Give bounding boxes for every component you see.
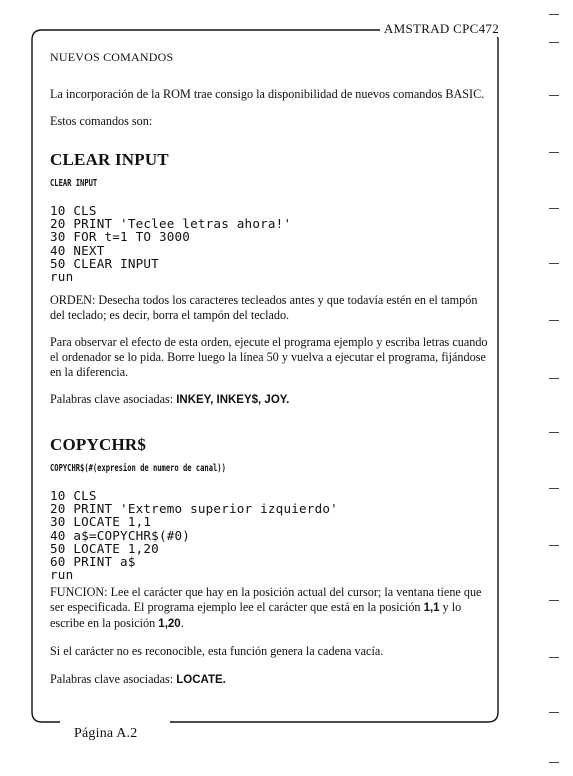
copychr-heading: COPYCHR$ [50,434,147,454]
copychr-keywords [50,672,490,688]
page-content [50,48,490,687]
copychr-code [50,489,490,581]
clear-input-explanation: Para observar el efecto de esta orden, ejecute el programa ejemplo y escriba letras cuando el ordenador se lo pida. Borre luego la línea 50 y vuelva a ejecutar el programa, fijándose en la diferencia. [50,335,488,379]
clear-input-syntax: CLEAR INPUT [50,178,98,190]
keywords-label: Palabras clave asociadas: [50,392,174,407]
code-line: 30 FOR t=1 TO 3000 [50,229,191,245]
code-line: 20 PRINT 'Teclee letras ahora!' [50,216,292,232]
scan-edge-marks [539,0,559,776]
keywords-list: LOCATE. [176,673,226,686]
code-line: run [50,567,74,583]
clear-input-code [50,204,490,283]
code-line: 10 CLS [50,202,97,218]
position-value: 1,1 [423,601,440,614]
funcion-text: FUNCION: Lee el carácter que hay en la posición actual del cursor; la ventana tiene que ser especificada. El programa ejemplo lee el carácter que está en la posición [50,585,482,614]
page-header: AMSTRAD CPC472 [380,21,503,37]
position-value: 1,20 [158,617,181,630]
clear-input-heading: CLEAR INPUT [50,149,169,169]
commands-list-intro: Estos comandos son: [50,114,153,129]
copychr-funcion [50,585,490,631]
keywords-list: INKEY, INKEY$, JOY. [176,394,290,407]
clear-input-keywords [50,392,490,408]
code-line: 50 CLEAR INPUT [50,255,159,271]
code-line: 10 CLS [50,487,97,503]
section-title: NUEVOS COMANDOS [50,50,174,64]
copychr-empty-note: Si el carácter no es reconocible, esta función genera la cadena vacía. [50,644,384,659]
code-line: 60 PRINT a$ [50,553,136,569]
code-line: run [50,268,74,284]
keywords-label: Palabras clave asociadas: [50,671,174,686]
code-line: 40 NEXT [50,242,105,258]
funcion-text: . [180,615,184,630]
code-line: 30 LOCATE 1,1 [50,514,152,530]
page-number: Página A.2 [74,726,138,741]
funcion-text: y lo escribe en la posición [50,599,462,630]
copychr-syntax: COPYCHR$(#(expresion de numero de canal)) [50,463,226,475]
code-line: 40 a$=COPYCHR$(#0) [50,527,191,543]
code-line: 20 PRINT 'Extremo superior izquierdo' [50,501,338,517]
code-line: 50 LOCATE 1,20 [50,540,159,556]
clear-input-orden: ORDEN: Desecha todos los caracteres tecleados antes y que todavía estén en el tampón del teclado; es decir, borra el tampón del teclado. [50,293,478,322]
intro-paragraph: La incorporación de la ROM trae consigo la disponibilidad de nuevos comandos BASIC. [50,86,485,101]
